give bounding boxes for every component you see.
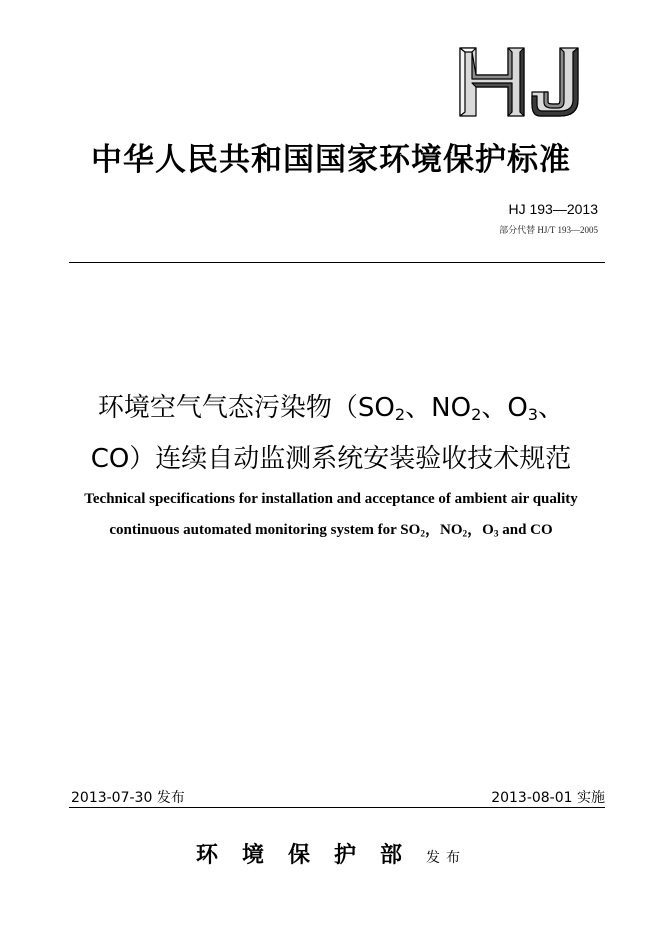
issuer-suffix: 发布: [426, 850, 466, 866]
title-cn-line2: CO）连续自动监测系统安装验收技术规范: [90, 444, 572, 474]
issue-date: 2013-07-30 发布: [71, 790, 185, 806]
standard-number: HJ 193—2013: [508, 201, 598, 217]
hj-logo: [456, 46, 586, 118]
bottom-divider: [69, 807, 605, 808]
title-cn-line1: 环境空气气态污染物（$SO_2$、$NO_2$、$O_3$、: [97, 393, 565, 425]
issuer-name: 环境保护部: [195, 842, 426, 868]
top-divider: [69, 262, 605, 263]
effective-date: 2013-08-01 实施: [491, 790, 605, 806]
title-en-line2: continuous automated monitoring system for $SO_2$，$NO_2$，$O_3$ and CO: [109, 522, 553, 540]
issuer-line: [0, 838, 662, 869]
replaces-note: 部分代替 HJ/T 193—2005: [499, 225, 598, 235]
title-en-line1: Technical specifications for installation and acceptance of ambient air quality: [84, 491, 578, 507]
agency-title: 中华人民共和国国家环境保护标准: [91, 142, 571, 178]
